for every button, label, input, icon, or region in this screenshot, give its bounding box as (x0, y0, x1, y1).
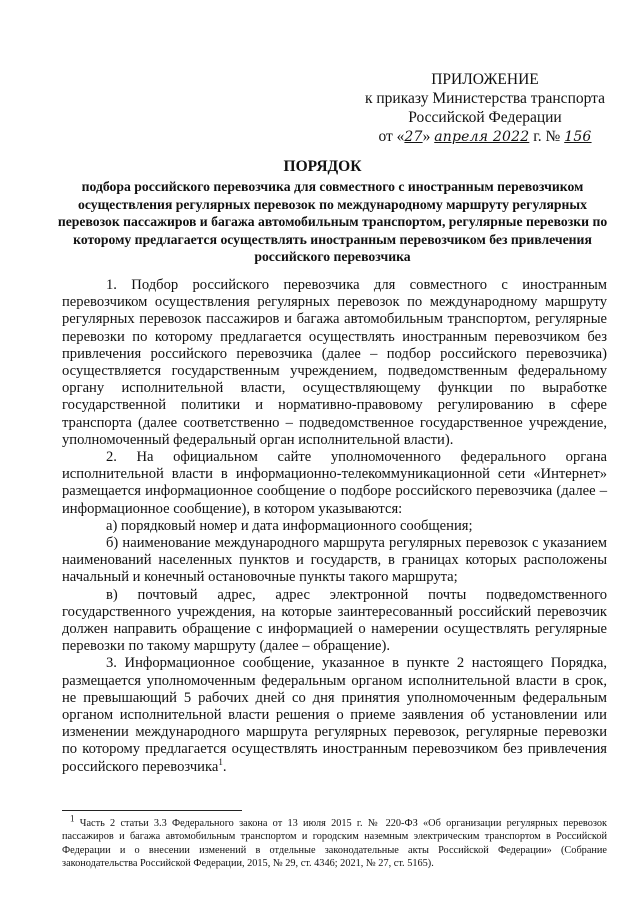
appendix-header (360, 70, 610, 147)
date-prefix: от « (378, 128, 405, 145)
paragraph-3-text: 3. Информационное сообщение, указанное в пункте 2 настоящего Порядка, размещается уполномоченным федеральным органом исполнительной власти в срок, не превышающий 5 рабочих дней со дня принятия уполномоченным федеральным органом исполнительной власти решения о приеме заявления об установлении или изменении международного маршрута регулярных перевозок, регулярные перевозки по которому предлагается осуществлять иностранным перевозчиком без привлечения российского перевозчика (62, 655, 607, 775)
appendix-order-line: к приказу Министерства транспорта (364, 90, 605, 107)
handwritten-number: 156 (564, 129, 592, 145)
appendix-federation-line: Российской Федерации (408, 109, 562, 126)
appendix-title: ПРИЛОЖЕНИЕ (431, 71, 539, 88)
number-label: г. № (529, 128, 561, 145)
handwritten-month-year: апреля 2022 (434, 129, 530, 145)
item-v: в) почтовый адрес, адрес электронной почты подведомственного государственного учреждения, на которые заинтересованный российский перевозчик должен направить обращение с информацией о намерении осуществлять регулярные перевозки по такому маршруту (далее – обращение). (62, 586, 607, 655)
handwritten-day: 27 (404, 129, 423, 145)
paragraph-3-end: . (222, 758, 227, 775)
document-title: ПОРЯДОК (283, 158, 362, 175)
item-a: а) порядковый номер и дата информационного сообщения; (106, 517, 473, 534)
footnote-reference: 1 (218, 756, 223, 767)
paragraph-3 (62, 655, 607, 775)
item-b: б) наименование международного маршрута регулярных перевозок с указанием наименований населенных пунктов и государств, в границах которых расположены начальный и конечный остановочные пункты такого маршрута; (62, 535, 607, 586)
document-subtitle: подбора российского перевозчика для совместного с иностранным перевозчиком осуществления регулярных перевозок по международному маршруту регулярных перевозок пассажиров и багажа автомобильным транспортом, регулярные перевозки по которому предлагается осуществлять иностранным перевозчиком без привлечения российского перевозчика (57, 179, 608, 264)
footnote-marker: 1 (70, 813, 75, 824)
footnote-text: Часть 2 статьи 3.3 Федерального закона от 13 июля 2015 г. № 220-ФЗ «Об организации регулярных перевозок пассажиров и багажа автомобильным транспортом и городским наземным электрическим транспортом в Российской Федерации и о внесении изменений в отдельные законодательные акты Российской Федерации» (Собрание законодательства Российской Федерации, 2015, № 29, ст. 4346; 2021, № 27, ст. 5165). (62, 818, 607, 869)
paragraph-2: 2. На официальном сайте уполномоченного федерального органа исполнительной власти в информационно-телекоммуникационной сети «Интернет» размещается информационное сообщение о подборе российского перевозчика (далее – информационное сообщение), в котором указываются: (62, 449, 607, 517)
date-mid: » (422, 128, 435, 145)
paragraph-1: 1. Подбор российского перевозчика для совместного с иностранным перевозчиком осуществления регулярных перевозок по международному маршруту регулярных перевозок пассажиров и багажа автомобильным транспортом, регулярные перевозки по которому предлагается осуществлять иностранным перевозчиком без привлечения российского перевозчика (далее – подбор российского перевозчика) осуществляется государственным учреждением, подведомственным федеральному органу исполнительной власти, осуществляющему функции по выработке государственной политики и нормативно-правовому регулированию в сфере транспорта (далее соответственно – подведомственное государственное учреждение, уполномоченный федеральный орган исполнительной власти). (62, 277, 607, 448)
appendix-date-line (360, 127, 610, 147)
footnote-divider (62, 810, 242, 811)
footnote (62, 813, 607, 870)
document-body (62, 277, 607, 776)
